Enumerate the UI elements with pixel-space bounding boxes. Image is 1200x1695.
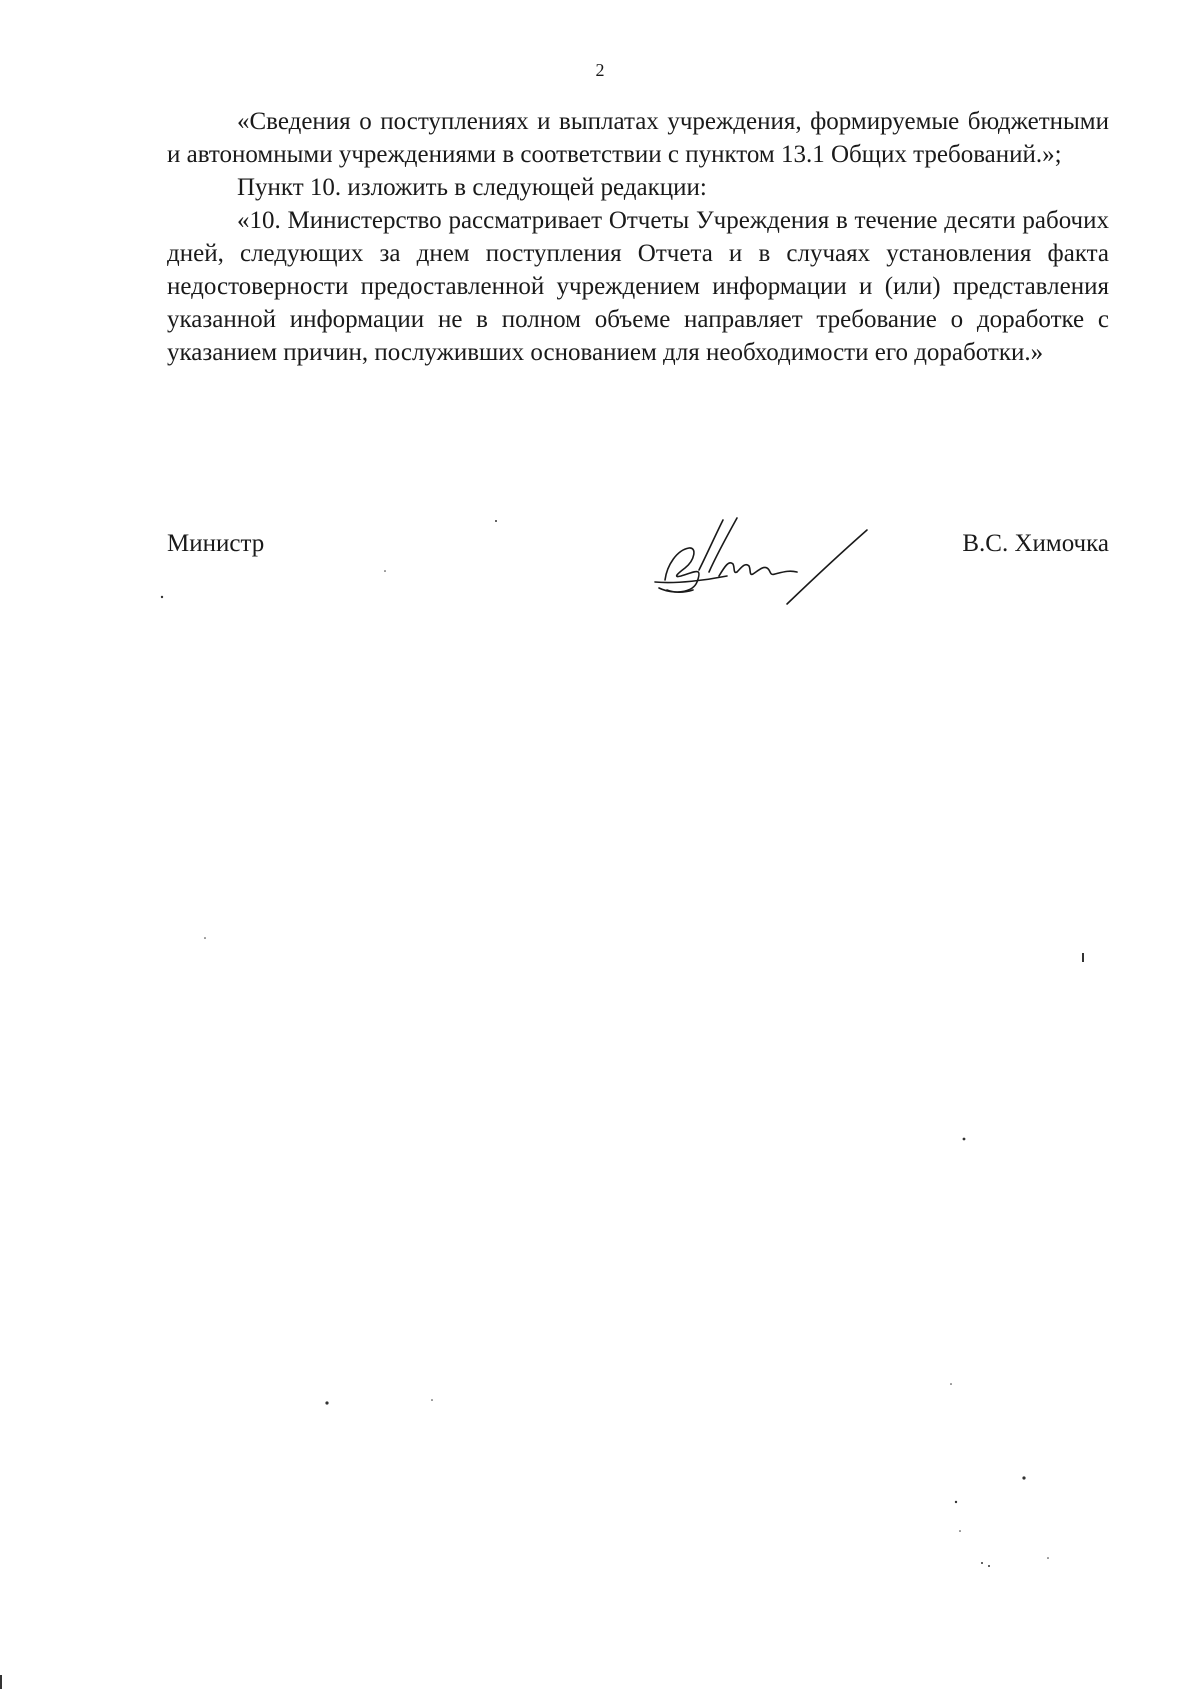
paragraph-amendment-instruction: Пункт 10. изложить в следующей редакции: (237, 174, 707, 201)
paragraph-clause-10: «10. Министерство рассматривает Отчеты Учреждения в течение десяти рабочих дней, следующих за днем поступления Отчета и в случаях установления факта недостоверности предоставленной учреждением информации и (или) представления указанной информации не в полном объеме направляет требование о доработке с указанием причин, послуживших основанием для необходимости его доработки.» (167, 207, 1109, 366)
page-number: 2 (595, 60, 605, 80)
document-body (167, 105, 1109, 369)
signature-block (167, 510, 1109, 620)
signatory-name: В.С. Химочка (962, 530, 1109, 557)
signatory-title: Министр (167, 530, 265, 557)
paragraph-report-title: «Сведения о поступлениях и выплатах учреждения, формируемые бюджетными и автономными учреждениями в соответствии с пунктом 13.1 Общих требований.»; (167, 108, 1109, 168)
handwritten-signature (637, 510, 887, 620)
